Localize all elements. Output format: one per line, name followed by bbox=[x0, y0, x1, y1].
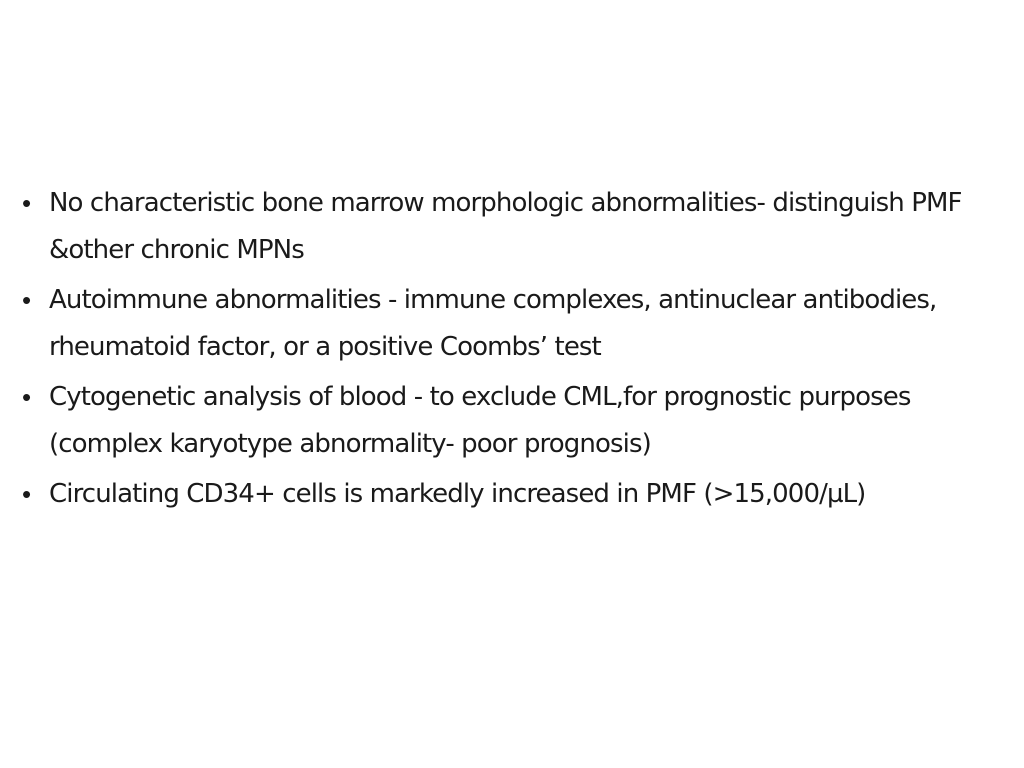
bullet-item-cd34 bbox=[20, 471, 990, 518]
bullet-text: No characteristic bone marrow morphologic abnormalities- distinguish PMF &other chronic MPNs bbox=[49, 188, 962, 265]
bullet-text: Autoimmune abnormalities - immune complexes, antinuclear antibodies, rheumatoid factor, or a positive Coombs’ test bbox=[49, 285, 937, 362]
bullet-dot-icon: • bbox=[22, 382, 32, 412]
bullet-dot-icon: • bbox=[22, 285, 32, 315]
bullet-item-cytogenetic bbox=[20, 374, 990, 468]
bullet-list bbox=[20, 180, 990, 521]
bullet-text: Cytogenetic analysis of blood - to exclude CML,for prognostic purposes (complex karyotype abnormality- poor prognosis) bbox=[49, 382, 911, 459]
bullet-item-bone-marrow bbox=[20, 180, 990, 274]
bullet-text: Circulating CD34+ cells is markedly increased in PMF (>15,000/µL) bbox=[49, 479, 866, 509]
bullet-item-autoimmune bbox=[20, 277, 990, 371]
bullet-dot-icon: • bbox=[22, 479, 32, 509]
bullet-dot-icon: • bbox=[22, 188, 32, 218]
